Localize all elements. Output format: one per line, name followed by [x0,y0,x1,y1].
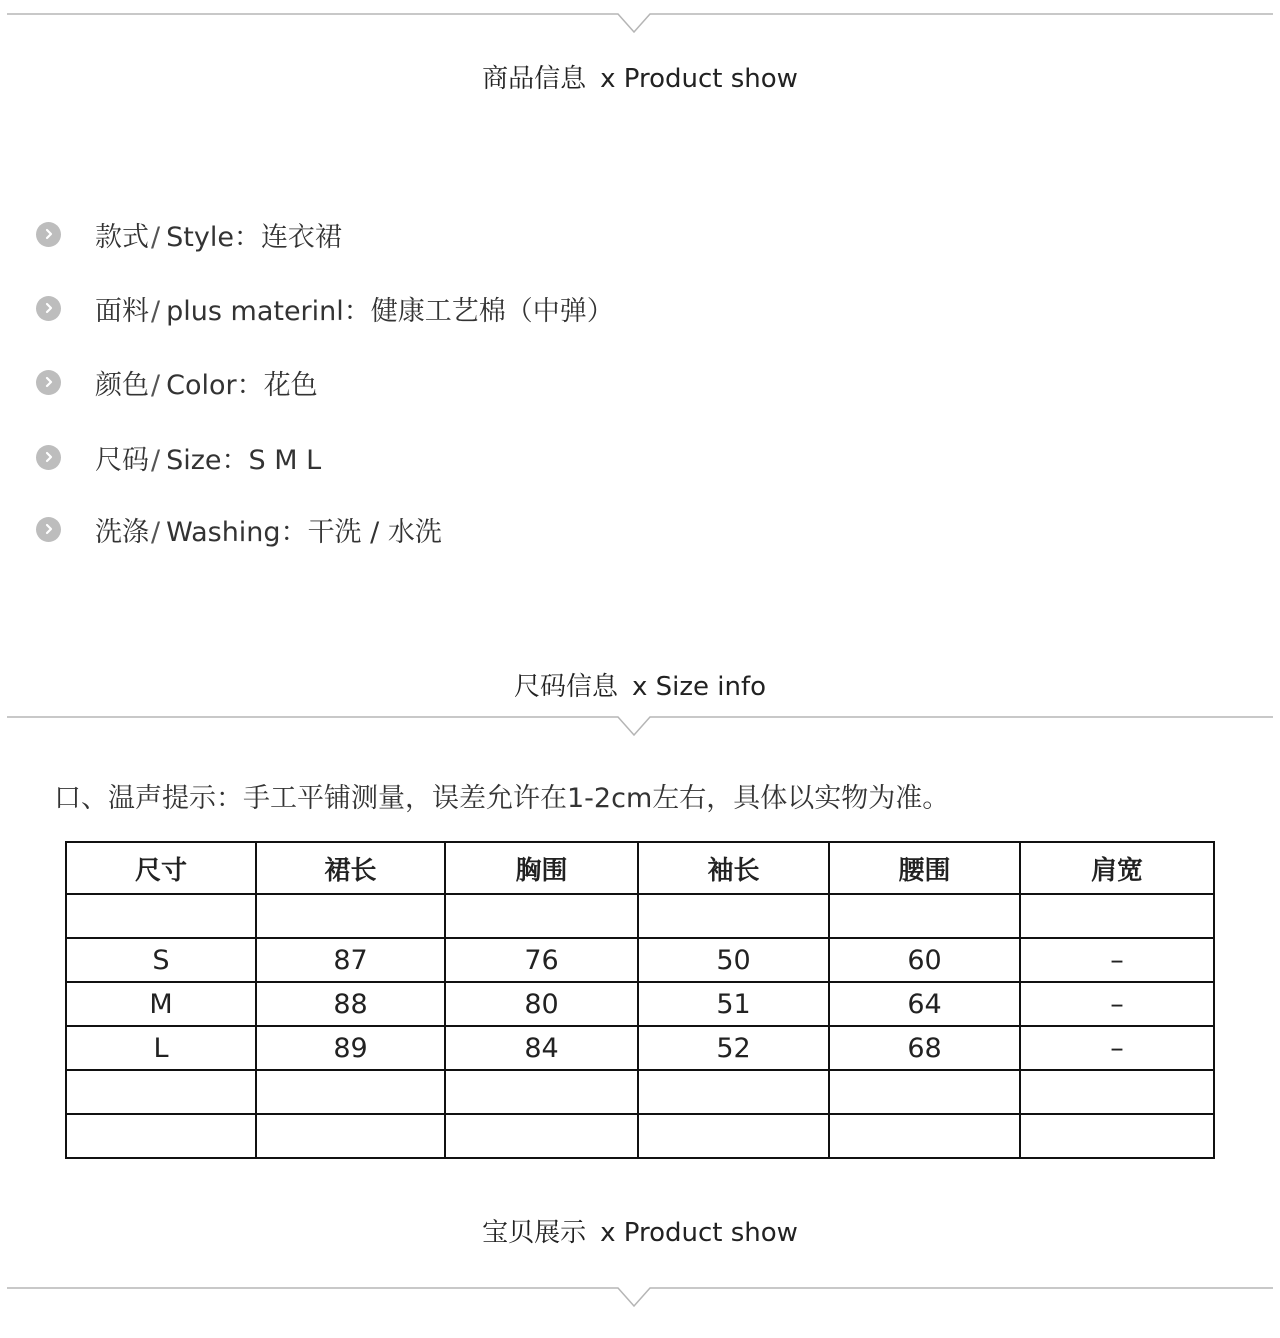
cell-waist: 60 [829,938,1020,982]
chevron-right-icon [36,445,61,470]
cell-shoulder-width: – [1020,982,1214,1026]
header-waist: 腰围 [829,842,1020,894]
cell-skirt-length [256,1114,445,1158]
cell-waist: 64 [829,982,1020,1026]
attribute-text [95,438,321,477]
cell-size: M [66,982,256,1026]
cell-sleeve-length: 51 [638,982,829,1026]
attribute-row [36,365,318,399]
attribute-separator: / [151,295,161,327]
table-row [66,982,1214,1026]
gallery-title [0,1212,1280,1249]
cell-skirt-length: 89 [256,1026,445,1070]
attribute-label-cn: 洗涤 [95,516,149,548]
attribute-label-en: Color： [166,369,264,401]
chevron-right-icon [36,517,61,542]
cell-waist [829,1070,1020,1114]
gallery-title-en: x Product show [600,1218,798,1248]
cell-skirt-length [256,894,445,938]
attribute-text [95,510,442,549]
header-skirt-length: 裙长 [256,842,445,894]
size-table-header-row [66,842,1214,894]
chevron-right-icon [36,222,61,247]
top-divider [7,12,1273,34]
attribute-separator: / [151,369,161,401]
table-row [66,894,1214,938]
cell-skirt-length: 88 [256,982,445,1026]
attribute-separator: / [151,516,161,548]
cell-shoulder-width [1020,1114,1214,1158]
cell-sleeve-length: 52 [638,1026,829,1070]
bottom-divider [7,1286,1273,1308]
attribute-row [36,291,614,325]
attribute-label-cn: 面料 [95,295,149,327]
header-bust: 胸围 [445,842,638,894]
table-row [66,1114,1214,1158]
cell-waist: 68 [829,1026,1020,1070]
cell-shoulder-width: – [1020,1026,1214,1070]
cell-sleeve-length [638,894,829,938]
attribute-text [95,215,342,254]
cell-sleeve-length [638,1114,829,1158]
size-info-title [0,666,1280,703]
attribute-separator: / [151,444,161,476]
cell-skirt-length: 87 [256,938,445,982]
cell-size [66,1070,256,1114]
attribute-row [36,512,442,546]
attribute-label-en: plus materinl： [166,295,371,327]
cell-waist [829,894,1020,938]
attribute-label-en: Size： [166,444,249,476]
cell-size: S [66,938,256,982]
attribute-separator: / [151,221,161,253]
attribute-row [36,217,342,251]
cell-sleeve-length: 50 [638,938,829,982]
cell-skirt-length [256,1070,445,1114]
attribute-text [95,363,318,402]
attribute-label-en: Style： [166,221,261,253]
cell-bust [445,1114,638,1158]
size-info-title-en: x Size info [631,672,767,702]
cell-bust: 76 [445,938,638,982]
product-info-title-en: x Product show [600,64,798,94]
cell-shoulder-width [1020,894,1214,938]
size-info-title-cn: 尺码信息 [513,672,618,702]
table-row [66,1026,1214,1070]
cell-bust: 84 [445,1026,638,1070]
cell-bust [445,1070,638,1114]
cell-waist [829,1114,1020,1158]
product-info-title-cn: 商品信息 [482,64,587,94]
attribute-label-cn: 款式 [95,221,149,253]
attribute-value: S M L [248,444,322,476]
header-sleeve-length: 袖长 [638,842,829,894]
gallery-title-cn: 宝贝展示 [482,1218,587,1248]
attribute-value: 连衣裙 [260,221,342,253]
chevron-right-icon [36,296,61,321]
cell-size: L [66,1026,256,1070]
attribute-label-en: Washing： [166,516,308,548]
attribute-row [36,440,321,474]
attribute-text [95,289,614,328]
cell-shoulder-width [1020,1070,1214,1114]
cell-bust [445,894,638,938]
header-size: 尺寸 [66,842,256,894]
size-info-divider [7,715,1273,737]
table-row [66,938,1214,982]
attribute-label-cn: 尺码 [95,444,149,476]
cell-size [66,894,256,938]
table-row [66,1070,1214,1114]
attribute-value: 花色 [263,369,318,401]
cell-size [66,1114,256,1158]
cell-sleeve-length [638,1070,829,1114]
header-shoulder-width: 肩宽 [1020,842,1214,894]
attribute-label-cn: 颜色 [95,369,149,401]
measurement-note: 口、温声提示：手工平铺测量，误差允许在1-2cm左右，具体以实物为准。 [54,783,950,814]
size-table [65,841,1215,1159]
attribute-value: 干洗 / 水洗 [307,516,442,548]
product-info-title [0,58,1280,95]
cell-shoulder-width: – [1020,938,1214,982]
chevron-right-icon [36,370,61,395]
cell-bust: 80 [445,982,638,1026]
attribute-value: 健康工艺棉（中弹） [370,295,614,327]
